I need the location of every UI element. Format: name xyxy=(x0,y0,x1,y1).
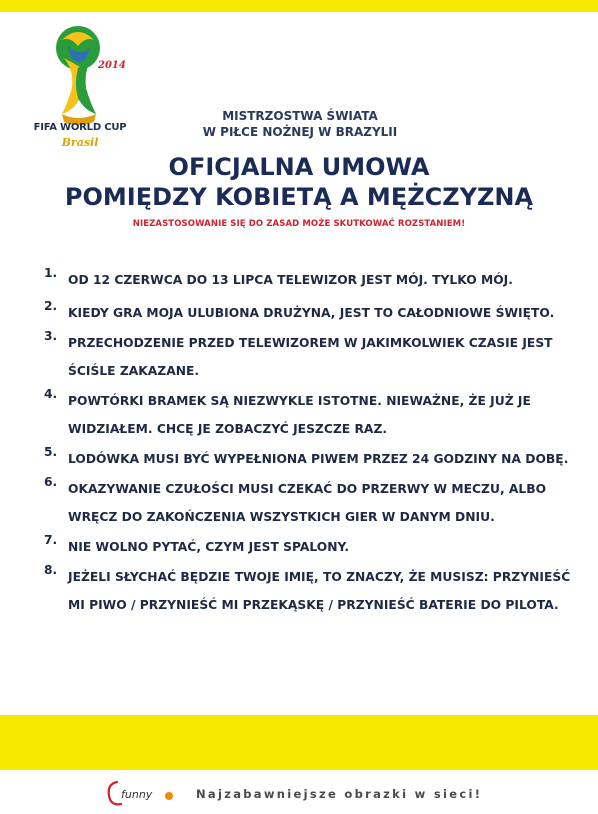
list-item xyxy=(44,299,584,327)
list-item xyxy=(44,387,584,443)
list-item xyxy=(44,475,584,531)
rule-number: 2. xyxy=(44,299,58,313)
rule-text: POWTÓRKI BRAMEK SĄ NIEZWYKLE ISTOTNE. NIEWAŻNE, ŻE JUŻ JE WIDZIAŁEM. CHCĘ JE ZOBACZYĆ JESZCZE RAZ. xyxy=(68,394,531,436)
list-item xyxy=(44,533,584,561)
logo-brasil: Brasil xyxy=(61,136,99,149)
title-line1: OFICJALNA UMOWA xyxy=(168,153,430,181)
subtitle xyxy=(170,108,430,140)
subtitle-line2: W PIŁCE NOŻNEJ W BRAZYLII xyxy=(202,125,398,139)
rule-text: KIEDY GRA MOJA ULUBIONA DRUŻYNA, JEST TO CAŁODNIOWE ŚWIĘTO. xyxy=(68,306,555,320)
rule-text: JEŻELI SŁYCHAĆ BĘDZIE TWOJE IMIĘ, TO ZNACZY, ŻE MUSISZ: PRZYNIEŚĆ MI PIWO / PRZYNIEŚĆ MI PRZEKĄSKĘ / PRZYNIEŚĆ BATERIE DO PILOTA. xyxy=(68,570,571,612)
funny-logo[interactable] xyxy=(105,776,185,810)
warning-text: NIEZASTOSOWANIE SIĘ DO ZASAD MOŻE SKUTKOWAĆ ROZSTANIEM! xyxy=(132,219,466,229)
rule-text: OD 12 CZERWCA DO 13 LIPCA TELEWIZOR JEST MÓJ. TYLKO MÓJ. xyxy=(68,273,513,287)
list-item xyxy=(44,266,584,294)
list-item xyxy=(44,329,584,385)
bottom-yellow-band xyxy=(0,715,598,770)
logo-wordmark: FIFA WORLD CUP xyxy=(33,122,127,133)
rule-number: 7. xyxy=(44,533,58,547)
rule-number: 4. xyxy=(44,387,58,401)
rule-text: PRZECHODZENIE PRZED TELEWIZOREM W JAKIMKOLWIEK CZASIE JEST ŚCIŚLE ZAKAZANE. xyxy=(68,336,553,378)
logo-year: 2014 xyxy=(98,60,126,71)
rule-text: LODÓWKA MUSI BYĆ WYPEŁNIONA PIWEM PRZEZ 24 GODZINY NA DOBĘ. xyxy=(68,452,569,466)
subtitle-line1: MISTRZOSTWA ŚWIATA xyxy=(222,109,378,123)
funny-logo-swoosh-icon xyxy=(109,782,121,804)
title-line2: POMIĘDZY KOBIETĄ A MĘŻCZYZNĄ xyxy=(64,183,534,211)
page-title xyxy=(0,152,598,212)
rules-list xyxy=(44,266,584,619)
rule-number: 5. xyxy=(44,445,58,459)
rule-number: 3. xyxy=(44,329,58,343)
top-yellow-bar xyxy=(0,0,598,12)
funny-logo-dot-icon xyxy=(165,792,173,800)
rule-text: NIE WOLNO PYTAĆ, CZYM JEST SPALONY. xyxy=(68,540,350,554)
rule-number: 6. xyxy=(44,475,58,489)
funny-brand: funny xyxy=(121,788,153,801)
rule-number: 1. xyxy=(44,266,58,280)
list-item xyxy=(44,445,584,473)
list-item xyxy=(44,563,584,619)
rule-text: OKAZYWANIE CZUŁOŚCI MUSI CZEKAĆ DO PRZERWY W MECZU, ALBO WRĘCZ DO ZAKOŃCZENIA WSZYSTKICH GIER W DANYM DNIU. xyxy=(68,482,547,524)
footer-tagline: Najzabawniejsze obrazki w sieci! xyxy=(196,787,483,801)
rule-number: 8. xyxy=(44,563,58,577)
